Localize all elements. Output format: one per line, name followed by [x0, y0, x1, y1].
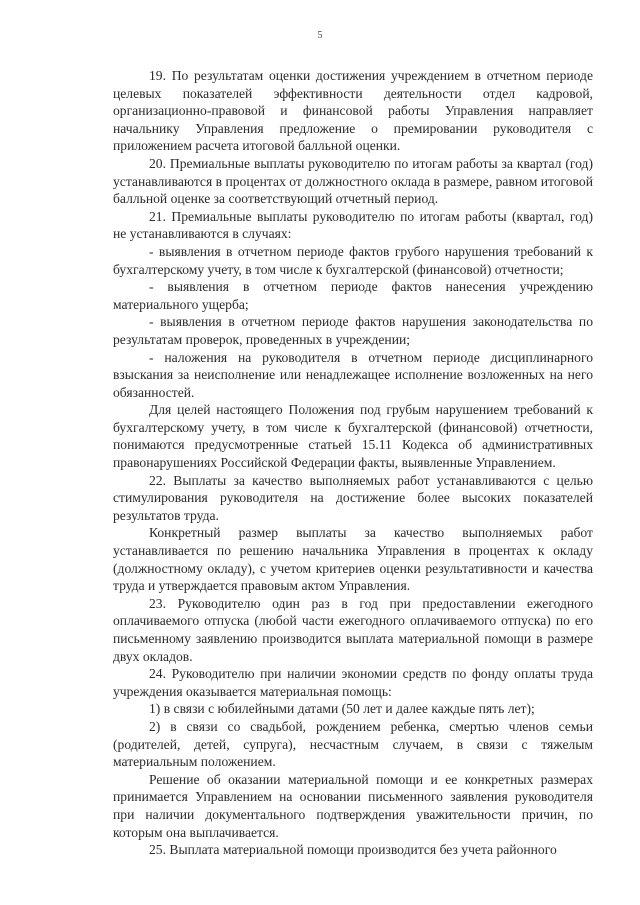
list-item-anniversary: 1) в связи с юбилейными датами (50 лет и далее каждые пять лет);: [149, 701, 535, 717]
paragraph-19: 19. По результатам оценки достижения учреждением в отчетном периоде целевых показателей эффективности деятельности отдел кадровой, организационно-правовой и финансовой работы Управления направляет начальнику Управления предложение о премировании руководителя с приложением расчета итоговой балльной оценки.: [113, 68, 593, 154]
paragraph-21: 21. Премиальные выплаты руководителю по итогам работы (квартал, год) не устанавливаются в случаях:: [113, 208, 593, 242]
paragraph-20: 20. Премиальные выплаты руководителю по итогам работы за квартал (год) устанавливаются в процентах от должностного оклада в размере, равном итоговой балльной оценке за соответствующий отчетный период.: [113, 155, 593, 207]
list-item-disciplinary: - наложения на руководителя в отчетном периоде дисциплинарного взыскания за неисполнение или ненадлежащее исполнение возложенных на него обязанностей.: [113, 349, 593, 400]
paragraph-22: 22. Выплаты за качество выполняемых работ устанавливаются с целью стимулирования руководителя на достижение более высоких показателей результатов труда.: [113, 472, 593, 523]
list-item-law-violation: - выявления в отчетном периоде фактов нарушения законодательства по результатам проверок, проведенных в учреждении;: [113, 314, 593, 347]
page-number: 5: [317, 30, 323, 41]
paragraph-25: 25. Выплата материальной помощи производится без учета районного: [149, 842, 557, 858]
paragraph-decision: Решение об оказании материальной помощи и ее конкретных размерах принимается Управлением на основании письменного заявления руководителя при наличии документального подтверждения уважительности причин, по которым она выплачивается.: [113, 771, 593, 840]
paragraph-gross-violation-definition: Для целей настоящего Положения под грубым нарушением требований к бухгалтерскому учету, в том числе к бухгалтерской (финансовой) отчетности, понимаются предусмотренные статьей 15.11 Кодекса об административных правонарушениях Российской Федерации факты, выявленные Управлением.: [113, 402, 593, 471]
paragraph-23: 23. Руководителю один раз в год при предоставлении ежегодного оплачиваемого отпуска (любой части ежегодного оплачиваемого отпуска) по его письменному заявлению производится выплата материальной помощи в размере двух окладов.: [113, 595, 593, 664]
list-item-family-events: 2) в связи со свадьбой, рождением ребенка, смертью членов семьи (родителей, детей, супруга), несчастным случаем, в связи с тяжелым материальным положением.: [113, 718, 593, 770]
paragraph-24: 24. Руководителю при наличии экономии средств по фонду оплаты труда учреждения оказывается материальная помощь:: [113, 666, 593, 699]
paragraph-quality-payment: Конкретный размер выплаты за качество выполняемых работ устанавливается по решению начальника Управления в процентах к окладу (должностному окладу), с учетом критериев оценки результативности и качества труда и утверждается правовым актом Управления.: [113, 525, 593, 594]
list-item-material-damage: - выявления в отчетном периоде фактов нанесения учреждению материального ущерба;: [113, 279, 593, 312]
list-item-gross-violation: - выявления в отчетном периоде фактов грубого нарушения требований к бухгалтерскому учету, в том числе к бухгалтерской (финансовой) отчетности;: [113, 243, 593, 277]
document-body: [113, 67, 593, 859]
